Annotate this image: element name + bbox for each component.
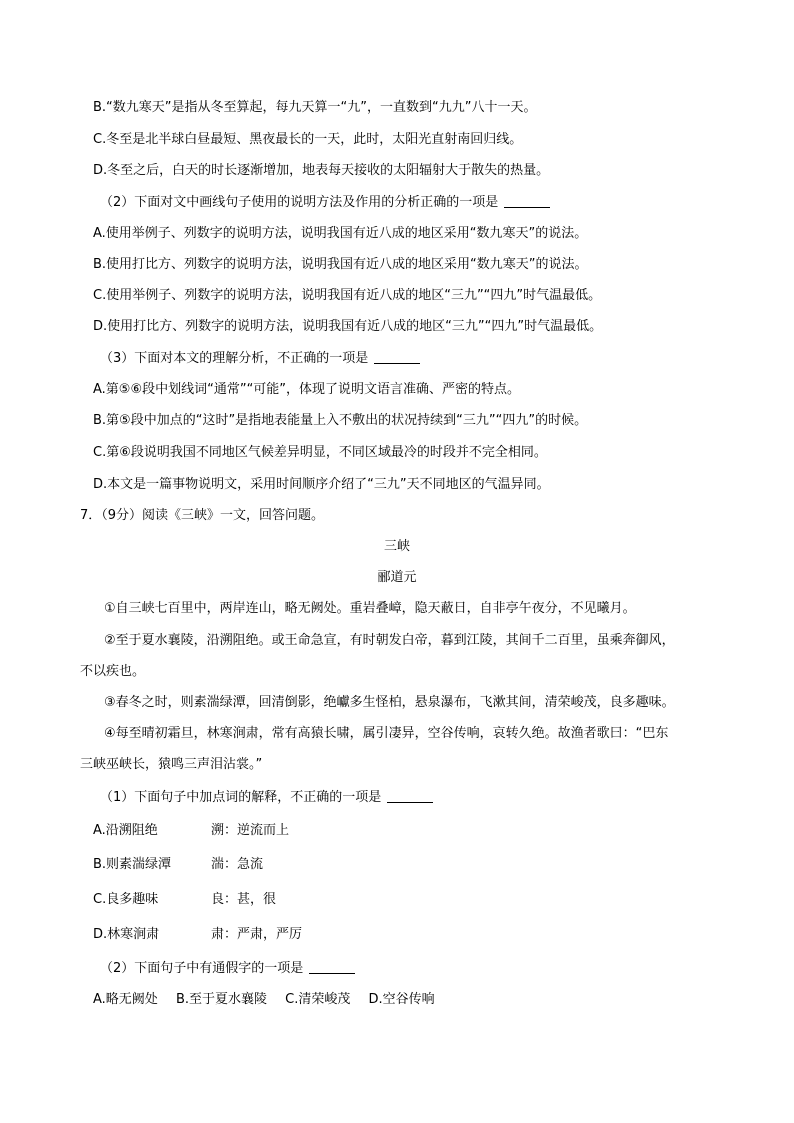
sub1-option-c xyxy=(93,891,276,909)
option-term: B.则素湍绿潭 xyxy=(93,857,172,872)
answer-blank xyxy=(387,790,433,803)
option-explanation: 良：甚，很 xyxy=(211,892,277,907)
sub1-option-d xyxy=(93,926,302,944)
sub2-option-c: C.清荣峻茂 xyxy=(285,992,351,1007)
passage-paragraph-1: ①自三峡七百里中，两岸连山，略无阙处。重岩叠嶂，隐天蔽日，自非亭午夜分，不见曦月。 xyxy=(104,601,636,616)
question-3-text: （3）下面对本文的理解分析，不正确的一项是 xyxy=(100,351,369,366)
option-c-q2: C.使用举例子、列数字的说明方法，说明我国有近八成的地区“三九”“四九”时气温最低。 xyxy=(93,288,602,303)
option-term: A.沿溯阻绝 xyxy=(93,823,158,838)
option-term: C.良多趣味 xyxy=(93,892,159,907)
passage-author: 郦道元 xyxy=(377,570,417,585)
option-explanation: 肃：严肃，严厉 xyxy=(211,927,303,942)
answer-blank xyxy=(504,195,550,208)
subquestion-2-text: （2）下面句子中有通假字的一项是 xyxy=(100,961,304,976)
question-2-text: （2）下面对文中画线句子使用的说明方法及作用的分析正确的一项是 xyxy=(100,195,499,210)
sub2-option-a: A.略无阙处 xyxy=(93,992,158,1007)
passage-paragraph-2-cont: 不以疾也。 xyxy=(80,664,146,679)
answer-blank xyxy=(309,961,355,974)
answer-blank xyxy=(374,351,420,364)
option-explanation: 湍：急流 xyxy=(211,857,264,872)
sub1-option-a xyxy=(93,822,289,840)
option-explanation: 溯：逆流而上 xyxy=(211,823,290,838)
sub2-option-d: D.空谷传响 xyxy=(368,992,435,1007)
passage-paragraph-4-cont: 三峡巫峡长，猿鸣三声泪沾裳。” xyxy=(80,757,263,772)
option-b-q2: B.使用打比方、列数字的说明方法，说明我国有近八成的地区采用“数九寒天”的说法。 xyxy=(93,257,588,272)
option-c-q3: C.第⑥段说明我国不同地区气候差异明显，不同区域最冷的时段并不完全相同。 xyxy=(93,445,547,460)
option-term: D.林寒涧肃 xyxy=(93,927,160,942)
sub2-option-b: B.至于夏水襄陵 xyxy=(175,992,268,1007)
option-d-q2: D.使用打比方、列数字的说明方法，说明我国有近八成的地区“三九”“四九”时气温最低。 xyxy=(93,319,603,334)
sub1-option-b xyxy=(93,856,263,874)
option-d-q1: D.冬至之后，白天的时长逐渐增加，地表每天接收的太阳辐射大于散失的热量。 xyxy=(93,163,550,178)
option-a-q3: A.第⑤⑥段中划线词“通常”“可能”，体现了说明文语言准确、严密的特点。 xyxy=(93,382,521,397)
passage-title: 三峡 xyxy=(383,539,410,554)
option-a-q2: A.使用举例子、列数字的说明方法，说明我国有近八成的地区采用“数九寒天”的说法。 xyxy=(93,226,588,241)
subquestion-1-text: （1）下面句子中加点词的解释，不正确的一项是 xyxy=(100,790,382,805)
sub2-options xyxy=(93,991,449,1009)
question-3 xyxy=(100,350,420,368)
question-2 xyxy=(100,194,550,212)
passage-paragraph-3: ③春冬之时，则素湍绿潭，回清倒影，绝巘多生怪柏，悬泉瀑布，飞漱其间，清荣峻茂，良多趣味。 xyxy=(104,695,675,710)
option-d-q3: D.本文是一篇事物说明文，采用时间顺序介绍了“三九”天不同地区的气温异同。 xyxy=(93,477,550,492)
passage-paragraph-4: ④每至晴初霜旦，林寒涧肃，常有高猿长啸，属引凄异，空谷传响，哀转久绝。故渔者歌曰：“巴东 xyxy=(104,726,669,741)
passage-paragraph-2: ②至于夏水襄陵，沿溯阻绝。或王命急宣，有时朝发白帝，暮到江陵，其间千二百里，虽乘奔御风， xyxy=(104,633,675,648)
option-b-q3: B.第⑤段中加点的“这时”是指地表能量上入不敷出的状况持续到“三九”“四九”的时候。 xyxy=(93,413,588,428)
option-c-q1: C.冬至是北半球白昼最短、黑夜最长的一天，此时，太阳光直射南回归线。 xyxy=(93,132,523,147)
subquestion-2 xyxy=(100,960,355,978)
subquestion-1 xyxy=(100,789,433,807)
option-b-q1: B.“数九寒天”是指从冬至算起，每九天算一“九”，一直数到“九九”八十一天。 xyxy=(93,100,537,115)
question-7-heading: 7．（9分）阅读《三峡》一文，回答问题。 xyxy=(80,508,325,523)
